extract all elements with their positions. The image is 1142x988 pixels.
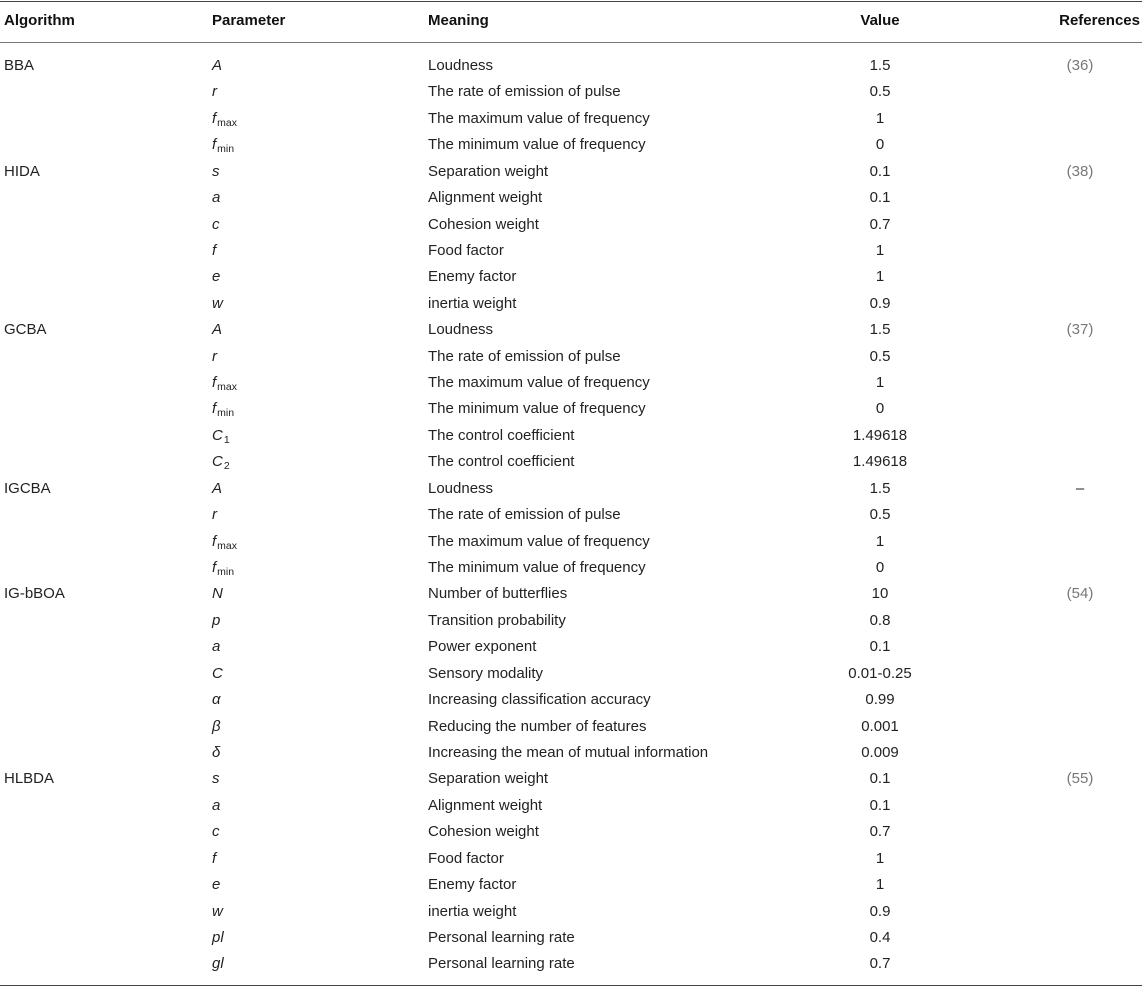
- parameter-subscript: min: [217, 566, 235, 579]
- parameter-cell: [212, 400, 234, 419]
- table-row: [0, 900, 1142, 926]
- table-row: [0, 609, 1142, 635]
- parameter-cell: [212, 850, 217, 869]
- parameter-symbol: f: [212, 532, 217, 550]
- meaning-cell: Separation weight: [428, 770, 549, 788]
- value-cell: 1: [875, 849, 885, 867]
- meaning-cell: Power exponent: [428, 638, 537, 656]
- meaning-cell: The minimum value of frequency: [428, 400, 646, 418]
- parameter-symbol: f: [212, 849, 217, 867]
- value-cell: 1.5: [869, 321, 891, 339]
- meaning-cell: Enemy factor: [428, 876, 517, 894]
- algorithm-cell: BBA: [4, 57, 35, 74]
- meaning-cell: The maximum value of frequency: [428, 374, 650, 392]
- table-row: [0, 662, 1142, 688]
- parameter-symbol: f: [212, 559, 217, 577]
- parameter-subscript: max: [217, 381, 238, 394]
- value-cell: 0.9: [869, 902, 891, 920]
- parameter-cell: [212, 876, 221, 895]
- reference-cell: (37): [1066, 321, 1094, 339]
- parameter-symbol: pl: [212, 928, 224, 946]
- algorithm-cell: HIDA: [4, 162, 40, 180]
- table-row: [0, 450, 1142, 476]
- meaning-cell: The maximum value of frequency: [428, 109, 650, 127]
- parameter-symbol: δ: [212, 743, 221, 761]
- parameter-symbol: A: [212, 479, 223, 497]
- table-row: [0, 424, 1142, 450]
- value-cell: 1.5: [869, 479, 891, 497]
- parameter-symbol: A: [212, 321, 223, 339]
- meaning-cell: Alignment weight: [428, 796, 543, 814]
- reference-cell: (38): [1066, 162, 1094, 180]
- parameter-symbol: f: [212, 374, 217, 392]
- table-header-rule: [0, 42, 1142, 43]
- table-row: [0, 794, 1142, 820]
- parameter-subscript: max: [217, 116, 238, 129]
- parameter-cell: [212, 83, 218, 102]
- meaning-cell: Enemy factor: [428, 268, 517, 286]
- table-row: [0, 556, 1142, 582]
- meaning-cell: The minimum value of frequency: [428, 559, 646, 577]
- parameter-symbol: f: [212, 136, 217, 154]
- value-cell: 0.5: [869, 83, 891, 101]
- value-cell: 0.1: [869, 770, 891, 788]
- table-row: [0, 80, 1142, 106]
- parameter-cell: [212, 216, 221, 235]
- parameter-cell: [212, 612, 221, 631]
- value-cell: 1: [875, 268, 885, 286]
- value-cell: 1: [875, 241, 885, 259]
- parameter-cell: [212, 57, 223, 76]
- parameter-subscript: 1: [223, 433, 230, 446]
- parameter-cell: [212, 136, 234, 155]
- meaning-cell: Reducing the number of features: [428, 717, 647, 735]
- table-row: [0, 345, 1142, 371]
- parameter-symbol: r: [212, 347, 217, 365]
- meaning-cell: Transition probability: [428, 611, 566, 629]
- parameter-cell: [212, 718, 222, 737]
- table-row: [0, 847, 1142, 873]
- parameter-cell: [212, 321, 223, 340]
- parameter-symbol: gl: [212, 955, 224, 973]
- meaning-cell: Personal learning rate: [428, 928, 575, 946]
- parameter-symbol: a: [212, 189, 221, 207]
- meaning-cell: The rate of emission of pulse: [428, 506, 621, 524]
- parameter-cell: [212, 533, 237, 552]
- meaning-cell: Alignment weight: [428, 189, 543, 207]
- parameter-cell: [212, 559, 234, 578]
- header-references: References: [1059, 12, 1140, 29]
- parameter-cell: [212, 480, 223, 499]
- value-cell: 0: [875, 400, 885, 418]
- parameter-cell: [212, 374, 237, 393]
- table-row: [0, 767, 1142, 793]
- parameter-cell: [212, 348, 218, 367]
- parameter-symbol: c: [212, 823, 220, 841]
- table-bottom-rule: [0, 985, 1142, 986]
- parameter-cell: [212, 770, 221, 789]
- table-row: [0, 715, 1142, 741]
- reference-cell: (55): [1066, 770, 1094, 788]
- table-row: [0, 160, 1142, 186]
- meaning-cell: inertia weight: [428, 902, 517, 920]
- parameter-symbol: α: [212, 691, 221, 709]
- parameter-symbol: f: [212, 400, 217, 418]
- parameter-symbol: e: [212, 876, 221, 894]
- parameter-cell: [212, 506, 218, 525]
- table-row: [0, 820, 1142, 846]
- parameter-cell: [212, 242, 217, 261]
- reference-cell: –: [1075, 479, 1085, 497]
- value-cell: 0.1: [869, 162, 891, 180]
- algorithm-cell: GCBA: [4, 321, 47, 339]
- meaning-cell: The control coefficient: [428, 426, 575, 444]
- value-cell: 0: [875, 559, 885, 577]
- parameter-cell: [212, 189, 221, 208]
- parameter-symbol: a: [212, 638, 221, 656]
- meaning-cell: Cohesion weight: [428, 823, 539, 841]
- meaning-cell: inertia weight: [428, 294, 517, 312]
- meaning-cell: Increasing the mean of mutual information: [428, 743, 709, 761]
- value-cell: 0.01-0.25: [848, 664, 912, 682]
- algorithm-cell: IGCBA: [4, 479, 51, 497]
- table-row: [0, 186, 1142, 212]
- meaning-cell: Loudness: [428, 57, 494, 74]
- header-value: Value: [860, 12, 900, 29]
- value-cell: 0.1: [869, 796, 891, 814]
- meaning-cell: The maximum value of frequency: [428, 532, 650, 550]
- algorithm-cell: HLBDA: [4, 770, 55, 788]
- table-body: [0, 54, 1142, 979]
- meaning-cell: Cohesion weight: [428, 215, 539, 233]
- table-row: [0, 397, 1142, 423]
- value-cell: 0.1: [869, 189, 891, 207]
- table-row: [0, 265, 1142, 291]
- table-row: [0, 688, 1142, 714]
- parameter-symbol: r: [212, 506, 217, 524]
- parameter-symbol: s: [212, 162, 220, 180]
- value-cell: 1.49618: [852, 453, 908, 471]
- parameter-symbol: A: [212, 57, 223, 74]
- value-cell: 0.99: [865, 691, 895, 709]
- meaning-cell: Personal learning rate: [428, 955, 575, 973]
- table-row: [0, 582, 1142, 608]
- parameter-cell: [212, 638, 221, 657]
- meaning-cell: The rate of emission of pulse: [428, 83, 621, 101]
- parameter-cell: [212, 929, 225, 948]
- parameter-symbol: s: [212, 770, 220, 788]
- reference-cell: (54): [1066, 585, 1094, 603]
- table-row: [0, 635, 1142, 661]
- parameter-symbol: w: [212, 902, 223, 920]
- table-row: [0, 952, 1142, 978]
- table-row: [0, 133, 1142, 159]
- parameter-cell: [212, 955, 225, 974]
- parameter-subscript: min: [217, 143, 235, 156]
- meaning-cell: Loudness: [428, 321, 494, 339]
- value-cell: 1: [875, 109, 885, 127]
- meaning-cell: The minimum value of frequency: [428, 136, 646, 154]
- value-cell: 0.8: [869, 611, 891, 629]
- value-cell: 0: [875, 136, 885, 154]
- parameter-cell: [212, 823, 221, 842]
- meaning-cell: Food factor: [428, 849, 504, 867]
- table-header: [0, 0, 1142, 42]
- parameter-symbol: r: [212, 83, 217, 101]
- parameter-symbol: a: [212, 796, 221, 814]
- table-row: [0, 239, 1142, 265]
- table-row: [0, 477, 1142, 503]
- meaning-cell: Increasing classification accuracy: [428, 691, 651, 709]
- parameter-symbol: c: [212, 215, 220, 233]
- value-cell: 0.009: [861, 743, 899, 761]
- table-row: [0, 741, 1142, 767]
- value-cell: 0.4: [869, 928, 891, 946]
- value-cell: 10: [871, 585, 889, 603]
- table-row: [0, 107, 1142, 133]
- parameter-cell: [212, 903, 224, 922]
- meaning-cell: Food factor: [428, 241, 504, 259]
- parameter-subscript: 2: [223, 460, 230, 473]
- parameter-cell: [212, 268, 221, 287]
- parameter-symbol: p: [212, 611, 221, 629]
- parameter-cell: [212, 427, 230, 446]
- meaning-cell: Number of butterflies: [428, 585, 568, 603]
- table-row: [0, 873, 1142, 899]
- header-algorithm: Algorithm: [4, 12, 75, 29]
- meaning-cell: Separation weight: [428, 162, 549, 180]
- value-cell: 1: [875, 374, 885, 392]
- value-cell: 0.1: [869, 638, 891, 656]
- value-cell: 0.7: [869, 823, 891, 841]
- parameter-symbol: C: [212, 453, 223, 471]
- table-row: [0, 292, 1142, 318]
- value-cell: 0.7: [869, 215, 891, 233]
- table-row: [0, 318, 1142, 344]
- parameter-cell: [212, 797, 221, 816]
- table-row: [0, 54, 1142, 80]
- value-cell: 0.5: [869, 347, 891, 365]
- algorithm-cell: IG-bBOA: [4, 585, 65, 603]
- meaning-cell: Loudness: [428, 479, 494, 497]
- table-row: [0, 926, 1142, 952]
- value-cell: 0.7: [869, 955, 891, 973]
- table-row: [0, 503, 1142, 529]
- parameter-cell: [212, 453, 230, 472]
- parameter-symbol: f: [212, 241, 217, 259]
- value-cell: 1: [875, 532, 885, 550]
- meaning-cell: Sensory modality: [428, 664, 544, 682]
- parameter-symbol: C: [212, 664, 223, 682]
- reference-cell: (36): [1066, 57, 1094, 74]
- parameter-cell: [212, 585, 224, 604]
- value-cell: 1.49618: [852, 426, 908, 444]
- parameter-subscript: min: [217, 407, 235, 420]
- parameter-symbol: f: [212, 109, 217, 127]
- parameter-symbol: N: [212, 585, 223, 603]
- value-cell: 1.5: [869, 57, 891, 74]
- parameter-subscript: max: [217, 539, 238, 552]
- parameter-cell: [212, 163, 221, 182]
- table-row: [0, 371, 1142, 397]
- header-meaning: Meaning: [428, 12, 489, 29]
- value-cell: 0.5: [869, 506, 891, 524]
- meaning-cell: The control coefficient: [428, 453, 575, 471]
- parameter-cell: [212, 295, 224, 314]
- header-parameter: Parameter: [212, 12, 286, 29]
- parameter-symbol: w: [212, 294, 223, 312]
- value-cell: 0.001: [861, 717, 899, 735]
- parameter-cell: [212, 110, 237, 129]
- value-cell: 1: [875, 876, 885, 894]
- value-cell: 0.9: [869, 294, 891, 312]
- parameter-cell: [212, 744, 221, 763]
- parameter-cell: [212, 665, 224, 684]
- parameter-symbol: β: [212, 717, 221, 735]
- parameter-symbol: C: [212, 426, 223, 444]
- table-row: [0, 213, 1142, 239]
- parameter-cell: [212, 691, 222, 710]
- table-row: [0, 530, 1142, 556]
- meaning-cell: The rate of emission of pulse: [428, 347, 621, 365]
- parameter-symbol: e: [212, 268, 221, 286]
